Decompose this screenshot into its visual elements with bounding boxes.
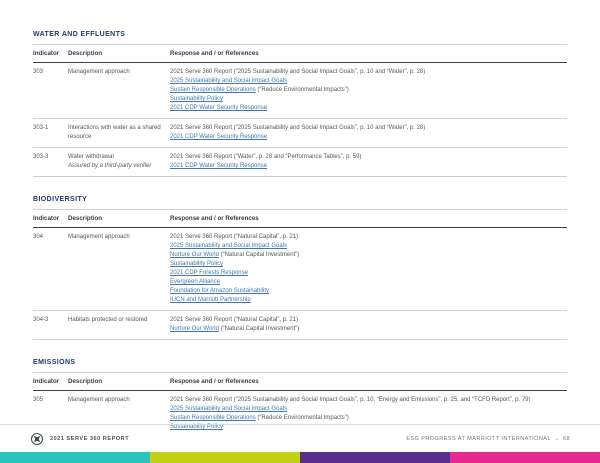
description-cell <box>68 233 170 305</box>
response-line <box>170 269 567 278</box>
arrow-right-icon: → <box>553 435 560 442</box>
reference-link[interactable]: Evergreen Alliance <box>170 279 221 285</box>
table-section <box>33 31 567 177</box>
description-text: Management approach <box>68 69 130 75</box>
response-text: 2021 Serve 360 Report (“2025 Sustainability and Social Impact Goals”, p. 10 and “Water”, p. 28) <box>170 69 426 75</box>
response-cell <box>170 124 567 142</box>
indicator-cell: 305 <box>33 397 44 403</box>
reference-link[interactable]: Foundation for Amazon Sustainability <box>170 288 270 294</box>
response-line <box>170 296 567 305</box>
column-header-description: Description <box>68 378 103 385</box>
reference-link[interactable]: Sustain Responsible Operations <box>170 87 256 93</box>
response-line <box>170 153 567 162</box>
colorbar-segment <box>300 452 450 463</box>
reference-link[interactable]: 2021 CDP Water Security Response <box>170 163 268 169</box>
response-line <box>170 95 567 104</box>
serve360-logo-icon <box>30 432 44 446</box>
column-header-indicator: Indicator <box>33 378 60 385</box>
reference-link[interactable]: IUCN and Marriott Partnership <box>170 297 251 303</box>
response-text: 2021 Serve 360 Report (“2025 Sustainability and Social Impact Goals”, p. 10; “Energy and Emissions”, p. 25, and “TCFD Report”, p. 79) <box>170 397 531 403</box>
description-cell <box>68 153 170 171</box>
response-text: (“Natural Capital Investment”) <box>218 252 300 258</box>
footer-report-title: 2021 SERVE 360 REPORT <box>50 435 130 442</box>
page-number: 68 <box>562 435 570 442</box>
table-section <box>33 196 567 340</box>
column-header-indicator: Indicator <box>33 50 60 57</box>
table-header-row <box>33 209 567 228</box>
response-line <box>170 68 567 77</box>
reference-link[interactable]: 2021 CDP Water Security Response <box>170 105 268 111</box>
description-text: Management approach <box>68 234 130 240</box>
response-line <box>170 405 567 414</box>
response-line <box>170 316 567 325</box>
reference-link[interactable]: 2021 CDP Forests Response <box>170 270 248 276</box>
table-row <box>33 63 567 119</box>
response-text: (“Natural Capital Investment”) <box>218 326 300 332</box>
reference-link[interactable]: Sustainability Policy <box>170 96 224 102</box>
indicator-cell: 303-3 <box>33 154 49 160</box>
table-header-row <box>33 372 567 391</box>
reference-link[interactable]: Nurture Our World <box>170 252 219 258</box>
response-line <box>170 278 567 287</box>
table-row <box>33 148 567 177</box>
column-header-indicator: Indicator <box>33 215 60 222</box>
reference-link[interactable]: 2021 CDP Water Security Response <box>170 134 268 140</box>
response-text: 2021 Serve 360 Report (“Natural Capital”, p. 21) <box>170 317 299 323</box>
column-header-response: Response and / or References <box>170 50 259 57</box>
table-body <box>33 228 567 340</box>
column-header-response: Response and / or References <box>170 378 259 385</box>
response-line <box>170 260 567 269</box>
response-cell <box>170 68 567 113</box>
description-text: Habitats protected or restored <box>68 317 148 323</box>
response-line <box>170 414 567 423</box>
footer-page-nav[interactable] <box>406 436 570 442</box>
response-text: 2021 Serve 360 Report (“Natural Capital”, p. 21) <box>170 234 299 240</box>
response-line <box>170 325 567 334</box>
response-line <box>170 124 567 133</box>
table-header-row <box>33 44 567 63</box>
response-line <box>170 162 567 171</box>
footer-colorbar <box>0 452 600 463</box>
column-header-response: Response and / or References <box>170 215 259 222</box>
column-header-description: Description <box>68 215 103 222</box>
table-row <box>33 311 567 340</box>
reference-link[interactable]: 2025 Sustainability and Social Impact Goals <box>170 78 288 84</box>
response-line <box>170 233 567 242</box>
response-line <box>170 104 567 113</box>
description-note: Assured by a third-party verifier <box>68 162 152 169</box>
response-line <box>170 86 567 95</box>
response-line <box>170 242 567 251</box>
indicator-cell: 304 <box>33 234 44 240</box>
description-cell <box>68 316 170 334</box>
response-line <box>170 287 567 296</box>
reference-link[interactable]: 2025 Sustainability and Social Impact Goals <box>170 406 288 412</box>
response-text: (“Reduce Environmental Impacts”) <box>255 87 349 93</box>
response-cell <box>170 153 567 171</box>
indicator-cell: 304-3 <box>33 317 49 323</box>
reference-link[interactable]: Sustainability Policy <box>170 424 224 430</box>
description-cell <box>68 124 170 142</box>
description-text: Interactions with water as a shared resource <box>68 125 161 140</box>
table-row <box>33 119 567 148</box>
response-text: 2021 Serve 360 Report (“2025 Sustainability and Social Impact Goals”, p. 10 and “Water”, p. 28) <box>170 125 426 131</box>
response-text: (“Reduce Environmental Impacts”) <box>255 415 349 421</box>
section-title: WATER AND EFFLUENTS <box>33 31 126 38</box>
colorbar-segment <box>450 452 600 463</box>
section-title: EMISSIONS <box>33 359 76 366</box>
description-cell <box>68 68 170 113</box>
footer <box>0 425 600 452</box>
colorbar-segment <box>0 452 150 463</box>
indicator-cell: 303-1 <box>33 125 49 131</box>
response-cell <box>170 316 567 334</box>
response-line <box>170 133 567 142</box>
table-row <box>33 228 567 311</box>
response-line <box>170 251 567 260</box>
response-cell <box>170 233 567 305</box>
response-line <box>170 396 567 405</box>
description-text: Management approach <box>68 397 130 403</box>
footer-brand <box>30 432 129 446</box>
reference-link[interactable]: Sustain Responsible Operations <box>170 415 256 421</box>
column-header-description: Description <box>68 50 103 57</box>
table-body <box>33 63 567 177</box>
response-line <box>170 77 567 86</box>
indicator-cell: 303 <box>33 69 44 75</box>
section-title: BIODIVERSITY <box>33 196 88 203</box>
footer-section-label: ESG PROGRESS AT MARRIOTT INTERNATIONAL <box>406 435 551 442</box>
reference-link[interactable]: 2025 Sustainability and Social Impact Goals <box>170 243 288 249</box>
colorbar-segment <box>150 452 300 463</box>
description-text: Water withdrawal <box>68 154 114 160</box>
response-text: 2021 Serve 360 Report (“Water”, p. 28 and “Performance Tables”, p. 59) <box>170 154 362 160</box>
reference-link[interactable]: Sustainability Policy <box>170 261 224 267</box>
reference-link[interactable]: Nurture Our World <box>170 326 219 332</box>
